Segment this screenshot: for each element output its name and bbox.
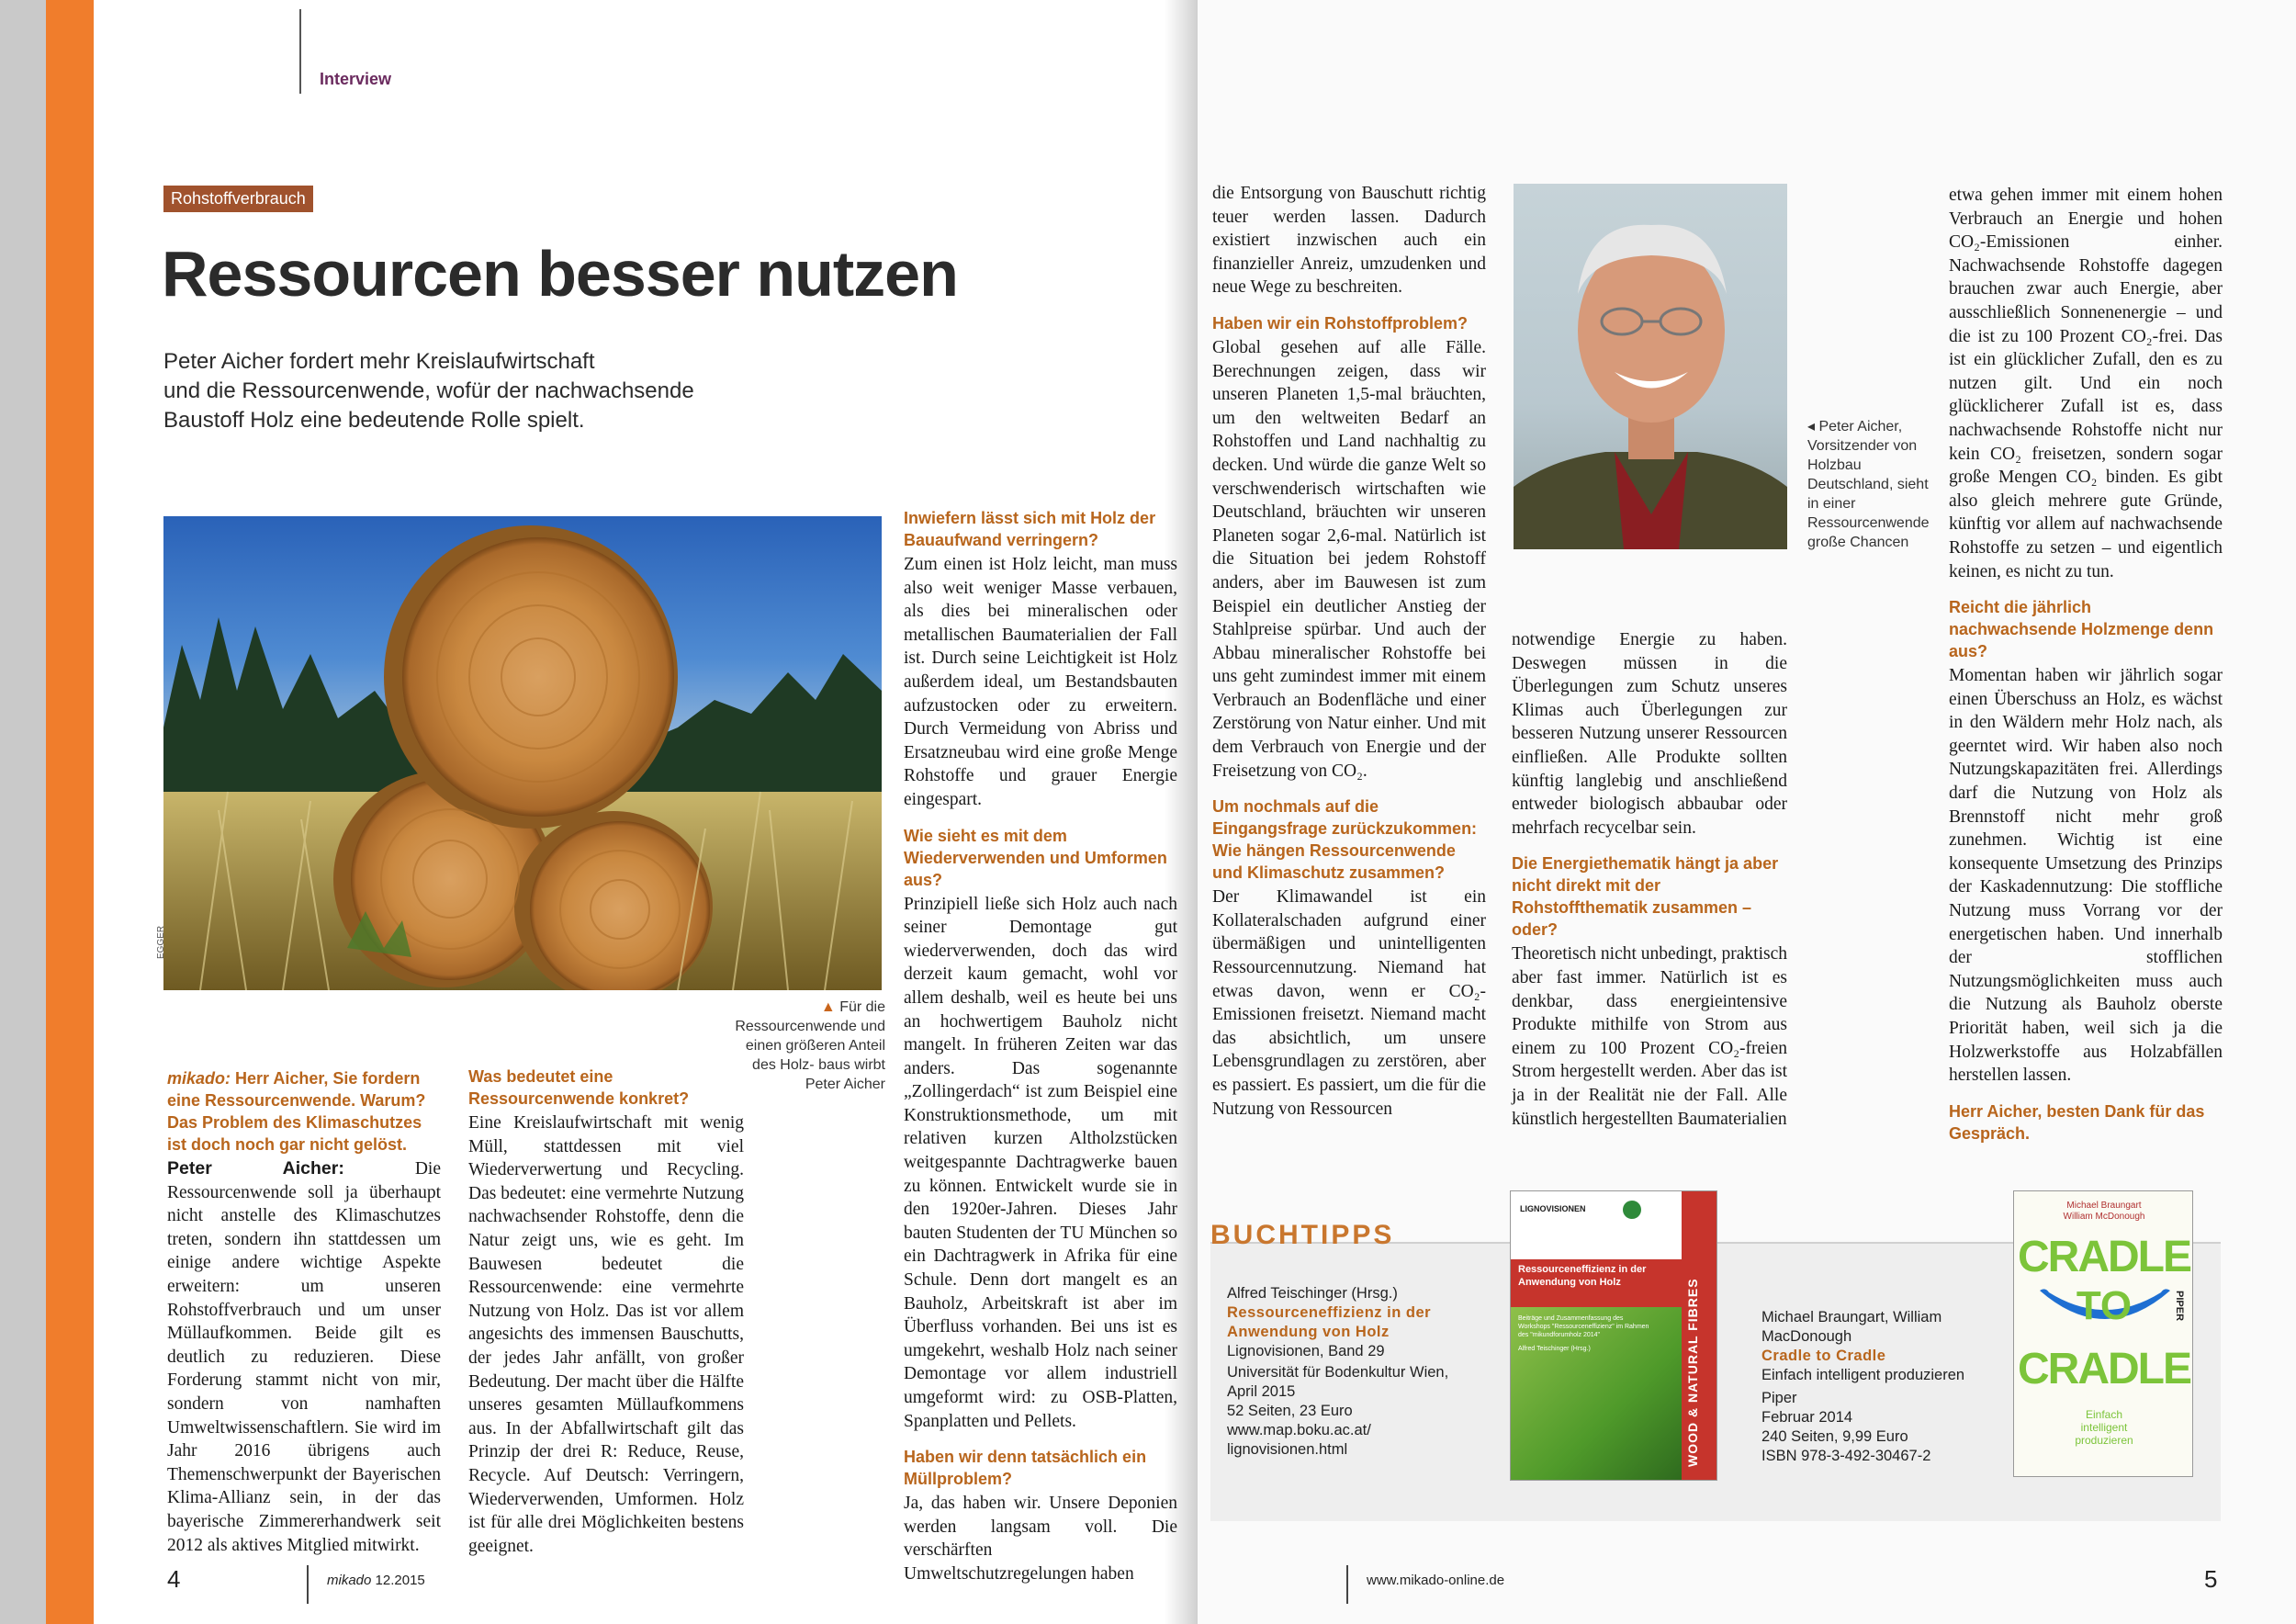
caption-line: ◂ Peter Aicher, <box>1807 419 1903 434</box>
logs-illustration <box>163 516 882 990</box>
book-2-cover-author-1: Michael Braungart <box>2066 1201 2142 1211</box>
paragraph: Momentan haben wir jährlich sogar einen Überschuss an Holz, es wächst in den Wäldern mehr Holz nach, als geerntet wird. Wir haben also noch Nutzungskapazitäten frei. Allerdings darf die Nutzung von Holz als Brennstoff nicht mehr groß zunehmen. Wichtig ist eine konsequente Umsetzung des Prinzips der Kaskadennutzung: Die stoffliche Nutzung muss Vorrang vor der energetischen haben. Und innerhalb der stofflichen Nutzungsmöglichkeiten muss auch die Nutzung als Bauholz oberste Priorität haben, weil sich ja die Holzwerkstoffe aus Holzabfällen herstellen lassen. <box>1949 666 2223 1086</box>
portrait-illustration <box>1514 184 1787 549</box>
question-text: Herr Aicher, Sie fordern eine Ressourcenwende. Warum? Das Problem des Klimaschutzes ist doch noch gar nicht gelöst. <box>167 1069 426 1154</box>
interviewer-name: mikado: <box>167 1069 231 1088</box>
article-column-6 <box>1949 184 2223 1146</box>
question: Herr Aicher, besten Dank für das Gespräch. <box>1949 1101 2205 1143</box>
book-2-isbn: ISBN 978-3-492-30467-2 <box>1761 1448 1931 1464</box>
answer <box>167 1157 441 1557</box>
logs-photo-caption <box>735 998 885 1094</box>
book-2-details <box>1761 1308 2000 1466</box>
book-2-cover-title-3: CRADLE <box>2018 1345 2190 1393</box>
paragraph: Theoretisch nicht unbedingt, praktisch aber fast immer. Natürlich ist es denkbar, dass energieintensive Produkte mithilfe von Strom aus einem zu 100 Prozent CO₂-freien Strom hergestellt werden. Aber das ist ja in der Realität nie der Fall. Alle künstlich hergestellten Baumaterialien <box>1512 944 1788 1129</box>
intro-line: Peter Aicher fordert mehr Kreislaufwirtschaft <box>163 349 595 374</box>
book-1-pages: 52 Seiten, 23 Euro <box>1227 1403 1353 1419</box>
portrait-photo <box>1514 184 1787 549</box>
footer-magazine: mikado <box>327 1573 372 1588</box>
footer-issue-date: 12.2015 <box>375 1573 425 1588</box>
book-1-cover-editor: Alfred Teischinger (Hrsg.) <box>1518 1346 1591 1352</box>
article-intro <box>163 347 751 435</box>
university-logo-icon <box>1623 1201 1641 1219</box>
book-2-cover-publisher: PIPER <box>2174 1291 2185 1322</box>
book-2-pages: 240 Seiten, 9,99 Euro <box>1761 1428 1908 1445</box>
book-1-brand: LIGNOVISIONEN <box>1520 1204 1586 1213</box>
book-1-cover <box>1510 1190 1717 1481</box>
book-2-cover-title-2: TO <box>2076 1283 2133 1328</box>
paragraph: Eine Kreislaufwirtschaft mit wenig Müll, stattdessen mit viel Wiederverwertung und Recycling. Das bedeutet: eine vermehrte Nutzung nachwachsender Rohstoffe, denn die Natur zeigt uns, wie es geht. Im Bauwesen bedeutet die Ressourcenwende: eine vermehrte Nutzung von Holz. Das ist vor allem angesichts des immensen Bauschutts, der jedes Jahr anfällt, von großer Bedeutung. Der macht über die Hälfte unseres gesamten Müllaufkommens aus. In der Abfallwirtschaft gilt das Prinzip der drei R: Reduce, Reuse, Recycle. Auf Deutsch: Verringern, Wiederverwenden, Umformen. Holz ist für alle drei Möglichkeiten bestens geeignet. <box>468 1113 744 1556</box>
book-2-date: Februar 2014 <box>1761 1409 1853 1426</box>
book-2-cover-sub-3: produzieren <box>2075 1434 2133 1447</box>
book-2-publisher: Piper <box>1761 1390 1797 1406</box>
book-2-authors: Michael Braungart, William <box>1761 1309 1942 1325</box>
caption-line: große Chancen <box>1807 535 1909 550</box>
section-divider <box>299 9 301 94</box>
paragraph: Der Klimawandel ist ein Kollateralschaden aufgrund einer übermäßigen und unintelligenten Ressourcennutzung. Niemand hat etwas davon, wenn er CO₂-Emissionen freisetzt. Niemand macht das absichtlich, um unsere Lebensgrundlagen zu zerstören, aber es passiert. Es passiert, um die für die Nutzung von Ressourcen <box>1212 887 1486 1119</box>
question: Was bedeutet eine Ressourcenwende konkret? <box>468 1067 690 1108</box>
book-1-publisher: Universität für Bodenkultur Wien, <box>1227 1364 1449 1381</box>
footer-url: www.mikado-online.de <box>1367 1573 1505 1588</box>
paragraph: Prinzipiell ließe sich Holz auch nach seiner Demontage gut wiederverwenden, doch das wird derzeit kaum gemacht, wohl vor allem deshalb, weil es heute bei uns an hochwertigem Bauholz nicht mangelt. In früheren Zeiten war das anders. Das sogenannte „Zollingerdach“ ist zum Beispiel eine Konstruktionsmethode, um mit relativen kurzen Altholzstücken weitgespannte Dachtragwerke bauen zu können. Entwickelt wurde sie in den 1920er-Jahren. Dieses Jahr bauten Studenten der TU München so ein Dachtragwerk in Afrika für eine Schule. Denn dort mangelt es an Bauholz, Arbeitskraft ist aber im Überfluss vorhanden. Bei uns ist es umgekehrt, weshalb Holz nach seiner Demontage vor allem industriell umgeformt wird: zu OSB-Platten, Spanplatten und Pellets. <box>904 894 1177 1431</box>
caption-line: Holzbau <box>1807 457 1862 473</box>
answer-text: Die Ressourcenwende soll ja überhaupt nicht anstelle des Klimaschutzes treten, sondern ihn stattdessen um einige andere wichtige Aspekte erweitern: um unseren Rohstoffverbrauch und um unser Müllaufkommen. Beide gilt es deutlich zu reduzieren. Diese Forderung stammt nicht von mir, sondern von namhaften Umweltwissenschaftlern. Sie wird im Jahr 2016 übrigens auch Themenschwerpunkt der Bayerischen Klima-Allianz sein, in der das bayerische Zimmererhandwerk seit 2012 als aktives Mitglied mitwirkt. <box>167 1159 441 1555</box>
paragraph: die Entsorgung von Bauschutt richtig teuer werden lassen. Dadurch existiert inzwischen auch ein finanzieller Anreiz, umzudenken und neue Wege zu beschreiten. <box>1212 184 1486 298</box>
book-1-author: Alfred Teischinger (Hrsg.) <box>1227 1285 1398 1302</box>
book-1-cover-title: Ressourceneffizienz in der Anwendung von Holz <box>1518 1264 1647 1288</box>
orange-edge-bar <box>46 0 94 1624</box>
speaker-name: Peter Aicher: <box>167 1158 344 1179</box>
question: Die Energiethematik hängt ja aber nicht direkt mit der Rohstoffthematik zusammen – oder? <box>1512 854 1779 940</box>
caption-line: Ressourcenwende <box>1807 515 1930 531</box>
logs-photo <box>163 516 882 990</box>
footer-divider <box>307 1565 309 1604</box>
question: Haben wir ein Rohstoffproblem? <box>1212 313 1469 333</box>
topic-tag: Rohstoffverbrauch <box>163 186 313 212</box>
book-2-cover-sub-2: intelligent <box>2080 1421 2128 1434</box>
question: Inwiefern lässt sich mit Holz der Bauaufwand verringern? <box>904 509 1156 549</box>
portrait-caption <box>1807 417 1936 552</box>
question: Wie sieht es mit dem Wiederverwenden und Umformen aus? <box>904 826 1167 889</box>
book-2-cover-sub-1: Einfach <box>2085 1408 2123 1421</box>
section-label: Interview <box>320 70 392 88</box>
question: Um nochmals auf die Eingangsfrage zurückzukommen: Wie hängen Ressourcenwende und Klimaschutz zusammen? <box>1212 797 1478 883</box>
article-column-3 <box>904 507 1177 1586</box>
paragraph: etwa gehen immer mit einem hohen Verbrauch an Energie und hohen CO₂-Emissionen einher. Nachwachsende Rohstoffe dagegen brauchen zwar auch Energie, aber ausschließlich Sonnenenergie – und die ist zu 100 Prozent CO₂-frei. Das ist ein glücklicher Zufall, den es zu nutzen gilt. Und ein noch glücklicherer Zufall ist es, dass nachwachsende Rohstoffe nicht nur kein CO₂ freisetzen, sondern sogar große Mengen CO₂ binden. Es gibt also gleich mehrere gute Gründe, künftig vor allem auf nachwachsende Rohstoffe zu setzen – und eigentlich keinen, es nicht zu tun. <box>1949 186 2223 581</box>
book-2-cover-author-2: William McDonough <box>2063 1212 2145 1222</box>
article-column-4 <box>1212 182 1486 1121</box>
paragraph: Zum einen ist Holz leicht, man muss also weit weniger Masse verbauen, als dies bei mineralischen oder metallischen Baumaterialien der Fall ist. Durch seine Leichtigkeit ist Holz außerdem ideal, um Bestandsbauten aufzustocken oder zu erweitern. Durch Vermeidung von Abriss und Ersatzneubau wird eine große Menge Rohstoffe und grauer Energie eingespart. <box>904 555 1177 809</box>
page-number-right: 5 <box>2204 1565 2218 1593</box>
footer-divider-right <box>1346 1565 1348 1604</box>
book-1-details <box>1227 1284 1475 1460</box>
caption-line: in einer <box>1807 496 1856 512</box>
book-1-url: www.map.boku.ac.at/ <box>1227 1422 1371 1438</box>
article-column-2 <box>468 1066 744 1558</box>
book-2-subtitle: Einfach intelligent produzieren <box>1761 1367 1965 1383</box>
paragraph: Ja, das haben wir. Unsere Deponien werden langsam voll. Die verschärften Umweltschutzregelungen haben <box>904 1494 1177 1584</box>
question: Reicht die jährlich nachwachsende Holzmenge denn aus? <box>1949 598 2214 661</box>
article-column-5 <box>1512 628 1787 1131</box>
intro-line: und die Ressourcenwende, wofür der nachwachsende <box>163 378 694 403</box>
question <box>167 1067 441 1156</box>
article-column-1 <box>167 1067 441 1557</box>
book-1-url-2: lignovisionen.html <box>1227 1441 1348 1458</box>
book-tips-heading: BUCHTIPPS <box>1210 1220 1395 1250</box>
article-headline: Ressourcen besser nutzen <box>162 238 958 310</box>
book-1-series: Lignovisionen, Band 29 <box>1227 1343 1385 1359</box>
paragraph: Global gesehen auf alle Fälle. Berechnungen zeigen, dass wir unseren Planeten 1,5-mal bräuchten, um den weltweiten Bedarf an Rohstoffen und Land nachhaltig zu decken. Und würde die ganze Welt so verschwenderisch wirtschaften wie Deutschland, bräuchten wir unseren Planeten sogar 2,6-mal. Natürlich ist die Situation bei jedem Rohstoff anders, aber im Bauwesen ist zum Beispiel ein deutlicher Anstieg der Stahlpreise spürbar. Und auch der Abbau mineralischer Rohstoffe bei uns geht zumindest immer mit einem Verbrauch an Bodenfläche und einer Zerstörung von Natur einher. Und mit dem Verbrauch von Energie und der Freisetzung von CO₂. <box>1212 337 1486 781</box>
paragraph: notwendige Energie zu haben. Deswegen müssen in die Überlegungen zum Schutz unseres Klimas auch Überlegungen zur besseren Nutzung unserer Ressourcen einfließen. Alle Produkte sollten künftig langlebig und anschließend entweder biologisch abbaubar oder mehrfach recycelbar sein. <box>1512 630 1787 838</box>
photo-credit: EGGER <box>156 925 166 959</box>
book-1-date: April 2015 <box>1227 1383 1296 1400</box>
caption-line: ▲ Für die Ressourcenwende und einen größeren Anteil des Holz- baus wirbt Peter Aicher <box>735 999 885 1092</box>
book-1-cover-subtitle: Beiträge und Zusammenfassung des Workshops "Ressourceneffizienz" im Rahmen des "mikundforumholz 2014" <box>1518 1315 1649 1338</box>
book-1-spine: WOOD & NATURAL FIBRES <box>1685 1278 1700 1467</box>
book-1-title: Ressourceneffizienz in der Anwendung von Holz <box>1227 1304 1432 1340</box>
book-2-title: Cradle to Cradle <box>1761 1348 1886 1364</box>
book-2-authors-2: MacDonough <box>1761 1328 1852 1345</box>
question: Haben wir denn tatsächlich ein Müllproblem? <box>904 1448 1147 1489</box>
book-2-cover-title-1: CRADLE <box>2018 1233 2190 1281</box>
footer-issue <box>327 1573 425 1588</box>
caption-line: Vorsitzender von <box>1807 438 1918 454</box>
caption-line: Deutschland, sieht <box>1807 477 1929 492</box>
book-2-cover <box>2013 1190 2193 1477</box>
page-number-left: 4 <box>167 1565 181 1593</box>
intro-line: Baustoff Holz eine bedeutende Rolle spielt. <box>163 408 585 433</box>
